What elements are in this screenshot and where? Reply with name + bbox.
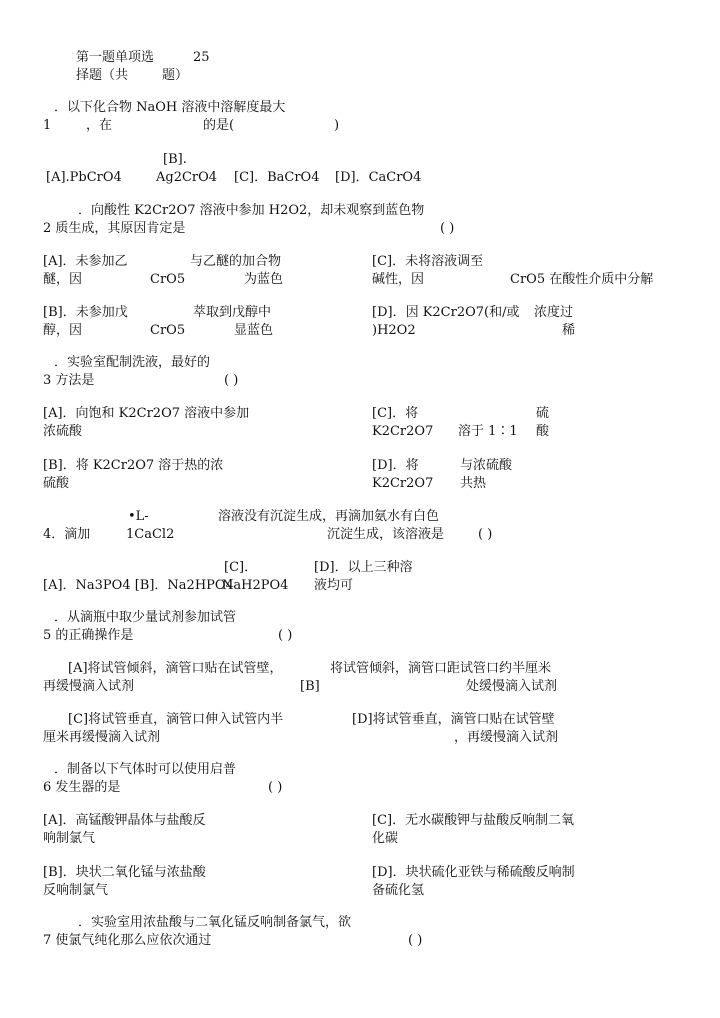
q1-stem-part: ，在 bbox=[86, 118, 113, 133]
q5-option-b-cont: 处缓慢滴入试剂 bbox=[466, 679, 558, 694]
q6-option-d: [D]．块状硫化亚铁与稀硫酸反响制 bbox=[372, 865, 575, 880]
q1-number: 1 bbox=[43, 118, 52, 133]
q3-option-d-part: 与浓硫酸 bbox=[460, 458, 513, 473]
q2-option-c-end: CrO5 在酸性介质中分解 bbox=[510, 272, 654, 287]
q3-option-d: [D]．将 bbox=[372, 458, 419, 473]
q2-option-b-formula: CrO5 bbox=[150, 323, 186, 338]
q2-option-c: [C]．未将溶液调至 bbox=[372, 254, 484, 269]
q5-stem-cont: 5 的正确操作是 bbox=[43, 628, 134, 643]
q5-option-d-cont: ，再缓慢滴入试剂 bbox=[454, 730, 559, 745]
q5-option-a: [A]将试管倾斜，滴管口贴在试管壁， bbox=[68, 661, 283, 676]
q2-option-d-part: 浓度过 bbox=[534, 305, 574, 320]
q1-option-b-label: [B]. bbox=[163, 152, 187, 167]
q2-option-a-end: 为蓝色 bbox=[244, 272, 284, 287]
q2-stem-cont: 2 质生成，其原因肯定是 bbox=[43, 221, 186, 236]
q2-option-d: [D]．因 K2Cr2O7(和/或 bbox=[372, 305, 520, 320]
section-title-end: 题） bbox=[162, 68, 189, 83]
q4-stem-start: 4．滴加 bbox=[43, 527, 91, 542]
q4-option-c-label: [C]． bbox=[224, 560, 258, 575]
q4-reagent: 1CaCl2 bbox=[126, 527, 175, 542]
q2-option-d-cont: )H2O2 bbox=[372, 323, 416, 338]
question-count: 25 bbox=[193, 50, 210, 65]
q1-option-c: [C]．BaCrO4 bbox=[234, 170, 320, 185]
q3-stem-cont: 3 方法是 bbox=[43, 373, 95, 388]
q2-stem: ．向酸性 K2Cr2O7 溶液中参加 H2O2，却未观察到蓝色物 bbox=[78, 203, 425, 218]
q4-options-ab: [A]．Na3PO4 [B]．Na2HPO4 bbox=[43, 578, 234, 593]
q3-option-c-formula: K2Cr2O7 bbox=[372, 424, 434, 439]
q3-option-c-end: 酸 bbox=[536, 424, 550, 439]
q3-option-a-cont: 浓硫酸 bbox=[43, 424, 83, 439]
q3-option-c-part: 硫 bbox=[536, 406, 550, 421]
q7-stem-cont: 7 使氯气纯化那么应依次通过 bbox=[43, 933, 212, 948]
q4-answer-paren: ( ) bbox=[478, 527, 493, 542]
section-title: 第一题单项选 bbox=[76, 50, 155, 65]
q2-option-b-end: 显蓝色 bbox=[234, 323, 274, 338]
q4-unit: •L- bbox=[128, 509, 149, 524]
q3-option-c: [C]．将 bbox=[372, 406, 419, 421]
q2-answer-paren: ( ) bbox=[440, 221, 455, 236]
q6-answer-paren: ( ) bbox=[268, 780, 283, 795]
q2-option-b-part: 萃取到戊醇中 bbox=[193, 305, 272, 320]
q1-option-b: Ag2CrO4 bbox=[156, 170, 218, 185]
q2-option-b-cont: 醇，因 bbox=[43, 323, 83, 338]
q1-option-d: [D]．CaCrO4 bbox=[335, 170, 422, 185]
q1-answer-paren: ) bbox=[334, 118, 340, 133]
section-title-cont: 择题（共 bbox=[76, 68, 129, 83]
q5-option-b: 将试管倾斜，滴管口距试管口约半厘米 bbox=[330, 661, 552, 676]
q4-stem-end: 沉淀生成，该溶液是 bbox=[327, 527, 445, 542]
q4-option-c: NaH2PO4 bbox=[222, 578, 289, 593]
q2-option-a: [A]．未参加乙 bbox=[43, 254, 128, 269]
q5-option-a-cont: 再缓慢滴入试剂 bbox=[43, 679, 135, 694]
q3-option-d-formula: K2Cr2O7 bbox=[372, 476, 434, 491]
q2-option-a-part: 与乙醚的加合物 bbox=[190, 254, 282, 269]
q6-option-a: [A]．高锰酸钾晶体与盐酸反 bbox=[43, 813, 206, 828]
q5-option-c-cont: 厘米再缓慢滴入试剂 bbox=[43, 730, 161, 745]
q1-stem-end: 的是( bbox=[203, 118, 235, 133]
q1-option-a: [A].PbCrO4 bbox=[46, 170, 122, 185]
q3-answer-paren: ( ) bbox=[224, 373, 239, 388]
q2-option-a-formula: CrO5 bbox=[150, 272, 186, 287]
q3-option-b: [B]．将 K2Cr2O7 溶于热的浓 bbox=[43, 458, 224, 473]
q7-answer-paren: ( ) bbox=[408, 933, 423, 948]
q3-option-d-end: 共热 bbox=[460, 476, 487, 491]
q6-option-b: [B]．块状二氧化锰与浓盐酸 bbox=[43, 865, 206, 880]
q5-option-b-label: [B] bbox=[300, 679, 320, 694]
q6-option-a-cont: 响制氯气 bbox=[43, 831, 96, 846]
q2-option-b: [B]．未参加戊 bbox=[43, 305, 128, 320]
q2-option-a-cont: 醚，因 bbox=[43, 272, 83, 287]
q6-stem: ．制备以下气体时可以使用启普 bbox=[54, 762, 237, 777]
q1-stem: ．以下化合物 NaOH 溶液中溶解度最大 bbox=[54, 100, 286, 115]
q7-stem: ．实验室用浓盐酸与二氧化锰反响制备氯气，欲 bbox=[78, 915, 352, 930]
q4-stem: 溶液没有沉淀生成，再滴加氨水有白色 bbox=[218, 509, 440, 524]
q3-stem: ．实验室配制洗液，最好的 bbox=[54, 355, 211, 370]
q3-option-a: [A]．向饱和 K2Cr2O7 溶液中参加 bbox=[43, 406, 250, 421]
q6-option-d-cont: 备硫化氢 bbox=[372, 883, 425, 898]
q5-answer-paren: ( ) bbox=[278, 628, 293, 643]
q5-option-c: [C]将试管垂直，滴管口伸入试管内半 bbox=[68, 712, 284, 727]
q3-option-b-cont: 硫酸 bbox=[43, 476, 70, 491]
q6-option-b-cont: 反响制氯气 bbox=[43, 883, 109, 898]
q5-option-d: [D]将试管垂直，滴管口贴在试管壁 bbox=[352, 712, 555, 727]
q6-option-c-cont: 化碳 bbox=[372, 831, 399, 846]
q6-option-c: [C]．无水碳酸钾与盐酸反响制二氧 bbox=[372, 813, 575, 828]
q3-option-c-ratio: 溶于 1∶1 bbox=[458, 424, 518, 439]
q6-stem-cont: 6 发生器的是 bbox=[43, 780, 121, 795]
q5-stem: ．从滴瓶中取少量试剂参加试管 bbox=[54, 610, 237, 625]
q4-option-d-cont: 液均可 bbox=[314, 578, 354, 593]
q4-option-d: [D]．以上三种溶 bbox=[314, 560, 413, 575]
q2-option-d-end: 稀 bbox=[562, 323, 576, 338]
q2-option-c-cont: 碱性，因 bbox=[372, 272, 425, 287]
